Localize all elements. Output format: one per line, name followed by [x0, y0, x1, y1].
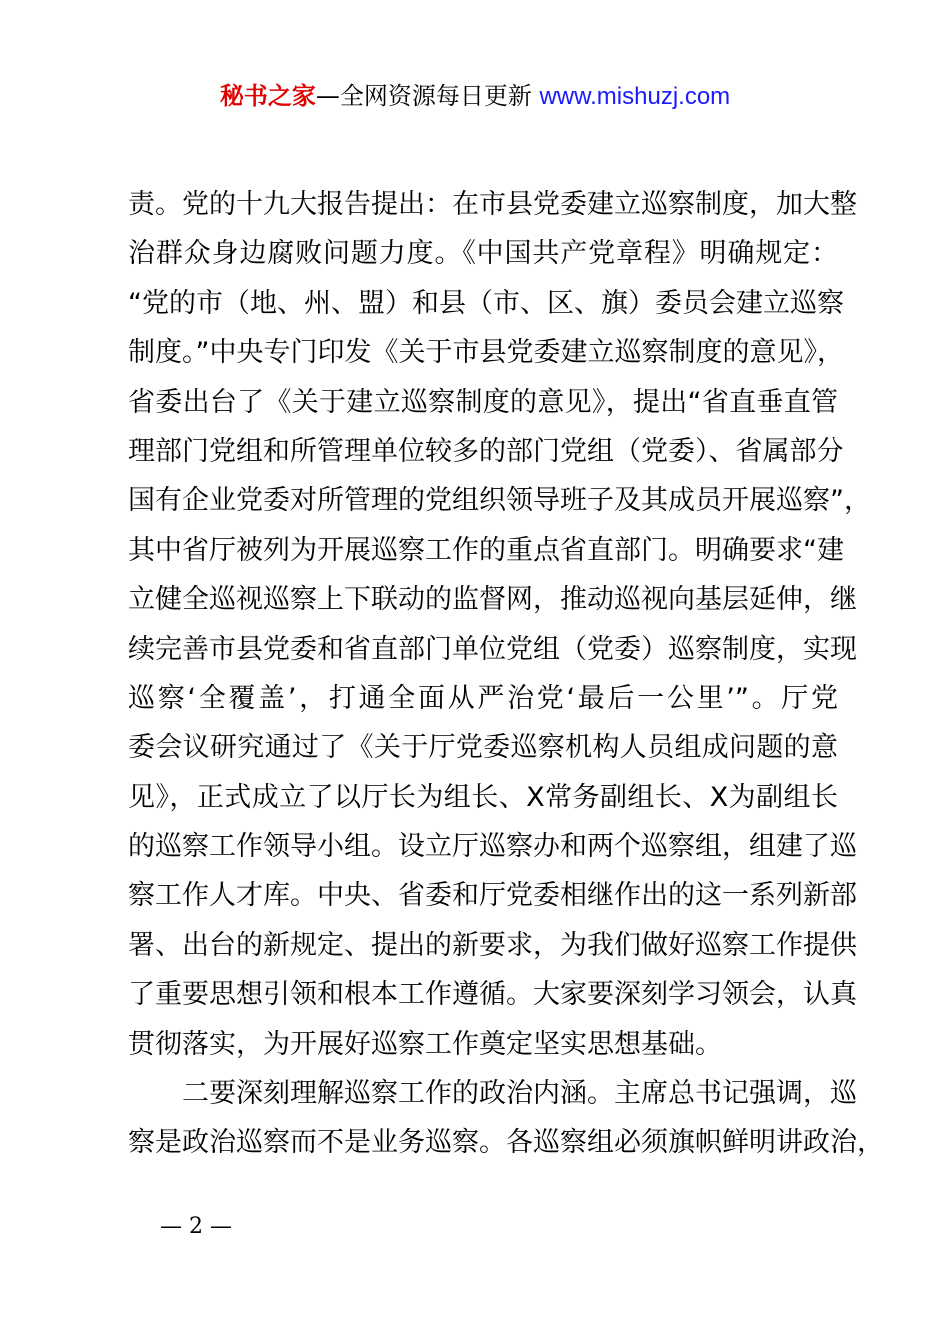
body-line: 贯彻落实，为开展好巡察工作奠定坚实思想基础。	[128, 1028, 722, 1060]
header-tagline: —全网资源每日更新	[315, 82, 532, 110]
page-number: — 2 —	[160, 1214, 232, 1239]
body-line: 见》，正式成立了以厅长为组长、X常务副组长、X为副组长	[128, 781, 838, 813]
body-line: 察是政治巡察而不是业务巡察。各巡察组必须旗帜鲜明讲政治，	[128, 1127, 884, 1159]
body-line: 了重要思想引领和根本工作遵循。大家要深刻学习领会，认真	[128, 979, 857, 1011]
body-line: 巡察‘全覆盖’，打通全面从严治党‘最后一公里’”。厅党	[128, 682, 838, 714]
page-header	[0, 80, 950, 113]
body-line: 国有企业党委对所管理的党组织领导班子及其成员开展巡察”，	[128, 485, 871, 517]
body-line: 立健全巡视巡察上下联动的监督网，推动巡视向基层延伸，继	[128, 584, 857, 616]
body-line: 治群众身边腐败问题力度。《中国共产党章程》明确规定：	[128, 238, 838, 270]
document-body	[128, 180, 884, 1168]
body-line: 委会议研究通过了《关于厅党委巡察机构人员组成问题的意	[128, 732, 838, 764]
body-line: 责。党的十九大报告提出：在市县党委建立巡察制度，加大整	[128, 189, 857, 220]
body-line: 其中省厅被列为开展巡察工作的重点省直部门。明确要求“建	[128, 534, 844, 566]
body-line: 察工作人才库。中央、省委和厅党委相继作出的这一系列新部	[128, 880, 857, 912]
body-line: 省委出台了《关于建立巡察制度的意见》，提出“省直垂直管	[128, 386, 838, 418]
paragraph-start-line: 二要深刻理解巡察工作的政治内涵。主席总书记强调，巡	[182, 1078, 857, 1110]
body-line: “党的市（地、州、盟）和县（市、区、旗）委员会建立巡察	[128, 287, 844, 319]
site-url-link[interactable]: www.mishuzj.com	[539, 83, 731, 110]
brand-name: 秘书之家	[219, 82, 316, 110]
body-line: 署、出台的新规定、提出的新要求，为我们做好巡察工作提供	[128, 929, 857, 961]
body-line: 制度。”中央专门印发《关于市县党委建立巡察制度的意见》，	[128, 337, 844, 369]
body-line: 续完善市县党委和省直部门单位党组（党委）巡察制度，实现	[128, 633, 857, 665]
body-line: 的巡察工作领导小组。设立厅巡察办和两个巡察组，组建了巡	[128, 831, 857, 863]
body-line: 理部门党组和所管理单位较多的部门党组（党委）、省属部分	[128, 435, 844, 467]
